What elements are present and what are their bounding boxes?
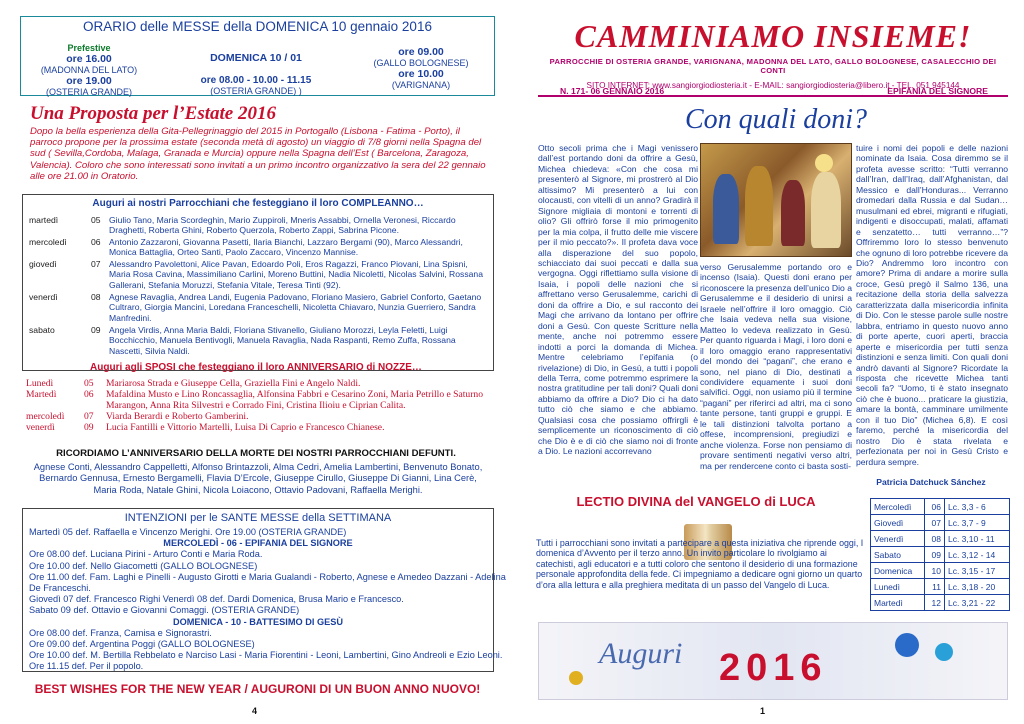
article-column-1: Otto secoli prima che i Magi venissero dall’est portando doni da offrire a Gesù, Michea chiedeva: «Con che cosa mi presenterò al Signore, mi prostrerò al Dio altissimo? Mi presenterò a lui con olocausti, con vitelli di un anno? Gradirà il Signore migliaia di montoni e torrenti di olio? Gli offrirò forse il mio primogenito per la mia colpa, il frutto delle mie viscere per il mio peccato?». Il profeta dava voce alla disperazione del suo popolo, schiacciato dai suoi peccati e dalla sua vergogna. Oggi riflettiamo sulla visione di Isaia, i popoli delle nazioni che si affrettano verso Gerusalemme, carichi di doni da offrire a Dio, e sul racconto dei Magi che arrivano da lontano per offrire doni a Gesù. Con queste Scritture nella mente, anche noi potremmo essere indotti a porci la domanda di Michea. Mentre celebriamo l’epifania (o rivelazione) di Dio, in Gesù, a tutti i popoli della Terra, come potremmo esprimere la nostra gratitudine per tali doni? Quali doni abbiamo da offrire a Dio? Dio ci ha dato tutto ciò che siamo e che abbiamo. Qualsiasi cosa che possiamo offrirgli è semplicemente un riconoscimento di ciò che Dio è e di ciò che siamo noi di fronte a Dio. Le nazioni accorrevano xyxy=(538,143,698,457)
reading-ref: Lc. 3,12 - 14 xyxy=(944,547,1009,563)
banner-script: Auguri xyxy=(599,637,683,670)
birthdays-title: Auguri ai nostri Parrocchiani che festeggiano il loro COMPLEANNO… xyxy=(92,198,424,209)
issue-number: N. 171- 06 GENNAIO 2016 xyxy=(560,86,665,96)
reading-ref: Lc. 3,15 - 17 xyxy=(944,563,1009,579)
other-churches-column: ore 09.00 (GALLO BOLOGNESE) ore 10.00 (VARIGNANA) xyxy=(373,46,469,90)
prefestive-column: Prefestive ore 16.00 (MADONNA DEL LATO) ore 19.00 (OSTERIA GRANDE) xyxy=(40,43,138,97)
anniversary-names: Mariarosa Strada e Giuseppe Cella, Graziella Fini e Angelo Naldi. xyxy=(106,378,361,389)
reading-day: Mercoledì xyxy=(871,499,925,515)
issue-bar xyxy=(538,86,1008,97)
reading-ref: Lc. 3,21 - 22 xyxy=(944,595,1009,611)
mass-schedule-title: ORARIO delle MESSE della DOMENICA 10 gennaio 2016 xyxy=(83,19,432,34)
new-year-banner xyxy=(538,622,1008,700)
reading-date: 08 xyxy=(925,531,945,547)
reading-date: 06 xyxy=(925,499,945,515)
reading-row xyxy=(871,515,1010,531)
birthday-date: 08 xyxy=(91,292,101,302)
right-page xyxy=(512,0,1024,724)
anniversary-date: 07 xyxy=(84,411,94,422)
contact-line: SITO INTERNET: www.sangiorgiodiosteria.it - E-MAIL: sangiorgiodiosteria@libero.it - TEL. 051 945144 xyxy=(586,81,960,90)
birthday-date: 06 xyxy=(91,237,101,247)
anniversary-names: Viarda Berardi e Roberto Gamberini. xyxy=(106,411,249,422)
anniversary-date: 06 xyxy=(84,389,94,400)
reading-date: 12 xyxy=(925,595,945,611)
anniversary-day: Lunedì xyxy=(26,378,54,389)
readings-table xyxy=(870,498,1010,611)
reading-date: 09 xyxy=(925,547,945,563)
mass-intention-line: De Franceschi. xyxy=(29,583,91,593)
mass-intention-line: Ore 11.15 def. Per il popolo. xyxy=(29,661,144,672)
mass-intention-line: Ore 10.00 def. M. Bertilla Rebbelato e Narciso Lasi - Maria Fiorentini - Leoni, Lambertini, Gino Andreoli e Ezio Leoni. xyxy=(29,650,503,661)
reading-date: 10 xyxy=(925,563,945,579)
anniversary-day: venerdì xyxy=(26,422,55,433)
reading-row xyxy=(871,595,1010,611)
birthday-day: venerdì xyxy=(29,292,58,302)
banner-year: 2016 xyxy=(719,647,828,689)
birthday-day: mercoledì xyxy=(29,237,67,247)
birthday-names: Giulio Tano, Maria Scordeghin, Mario Zuppiroli, Mneris Assabbi, Ornella Veronesi, Riccardo Draghetti, Roberta Ghini, Roberto Querzola, Roberto Zappi, Sabrina Picone. xyxy=(109,215,456,236)
mass-intention-line: Ore 09.00 def. Argentina Poggi (GALLO BOLOGNESE) xyxy=(29,639,255,649)
birthday-day: sabato xyxy=(29,325,55,335)
page-number-left: 4 xyxy=(252,706,258,716)
anniversary-names: Mafaldina Musto e Lino Roncassaglia, Alfonsina Fabbri e Cesarino Zoni, Maria Petrillo e Saturno Marangon, Anna Rita Silvestri e Corrado Fini, Cristina Ilioiu e Ciprian Calita. xyxy=(106,389,484,411)
sunday-column: DOMENICA 10 / 01 ore 08.00 - 10.00 - 11.15 (OSTERIA GRANDE) ) xyxy=(200,52,312,96)
anniversary-day: Martedì xyxy=(26,389,57,400)
newsletter-title: CAMMINIAMO INSIEME! xyxy=(574,18,972,54)
anniversaries-title: Auguri agli SPOSI che festeggiano il loro ANNIVERSARIO di NOZZE… xyxy=(90,362,422,373)
summer-proposal-body: Dopo la bella esperienza della Gita-Pellegrinaggio del 2015 in Portogallo (Lisbona - Fatima - Porto), il parroco propone per la prossima estate (seconda metà di agosto) un viaggio di 7/8 giorni nella Spagna del sud ( Sevilla,Cordoba, Malaga, Granada e Murcia) oppure nella Spagna dell’Est ( Barcelona, Zaragoza, Valencia). Coloro che sono interessati sono invitati a un primo incontro organizzativo la sera del 22 gennaio alle ore 21.00 in Oratorio. xyxy=(30,126,486,182)
mass-intention-line: DOMENICA - 10 - BATTESIMO DI GESÙ xyxy=(173,616,343,627)
mass-intention-line: Martedì 05 def. Raffaella e Vincenzo Merighi. Ore 19.00 (OSTERIA GRANDE) xyxy=(29,527,347,537)
lectio-divina-section xyxy=(536,494,866,614)
mass-intentions-title: INTENZIONI per le SANTE MESSE della SETTIMANA xyxy=(124,512,392,524)
mass-intention-line: Sabato 09 def. Ottavio e Giovanni Comaggi. (OSTERIA GRANDE) xyxy=(29,605,300,616)
mass-intention-line: Ore 08.00 def. Franza, Camisa e Signorastri. xyxy=(29,627,212,638)
reading-ref: Lc. 3,3 - 6 xyxy=(944,499,1009,515)
reading-day: Domenica xyxy=(871,563,925,579)
mass-intention-line: Ore 08.00 def. Luciana Pirini - Arturo Conti e Maria Roda. xyxy=(29,549,263,560)
reading-day: Lunedì xyxy=(871,579,925,595)
parishes-subtitle: PARROCCHIE DI OSTERIA GRANDE, VARIGNANA, MADONNA DEL LATO, GALLO BOLOGNESE, CASALECCHIO DEI CONTI xyxy=(549,57,997,75)
reading-date: 07 xyxy=(925,515,945,531)
ornament-icon xyxy=(935,643,953,661)
deceased-title: RICORDIAMO L’ANNIVERSARIO DELLA MORTE DEI NOSTRI PARROCCHIANI DEFUNTI. xyxy=(56,448,456,459)
reading-row xyxy=(871,563,1010,579)
page-number-right: 1 xyxy=(760,706,766,716)
mass-schedule-box xyxy=(20,16,495,96)
reading-row xyxy=(871,547,1010,563)
birthday-names: Antonio Zazzaroni, Giovanna Pasetti, Ilaria Bianchi, Lazzaro Bergami (90), Marco Alessandri, Monica Battaglia, Orteo Santi, Paolo Zaccaro, Vincenzo Mannise. xyxy=(109,237,463,258)
birthday-names: Angela Virdis, Anna Maria Baldi, Floriana Stivanello, Giuliano Morozzi, Leyla Feletti, Luigi Bocchicchio, Manuela Bentivogli, Manuela Ravaglia, Nada Raspanti, Remo Zuffa, Rossana Nascetti, Silvia Naldi. xyxy=(109,325,456,356)
mass-intention-line: Ore 11.00 def. Fam. Laghi e Pinelli - Augusto Girotti e Maria Gualandi - Roberto, Agnese e Amedeo Dazzani - Adelina xyxy=(29,571,506,582)
mass-intentions-box xyxy=(22,508,506,672)
feast-name: EPIFANIA DEL SIGNORE xyxy=(887,86,988,96)
article-column-2: verso Gerusalemme portando oro e incenso (Isaia). Questi doni erano per riconoscere la presenza dell’unico Dio a Gerusalemme e il desiderio di unirsi a Israele nell’offrire il loro omaggio. Ciò che Isaia vedeva nella sua visione, Matteo lo vedeva realizzato in Gesù. Per quanto riguarda i Magi, i loro doni e il loro omaggio erano rappresentativi del mondo dei “pagani”, che erano e sono, nel piano di Dio, destinati a condividere equamente i suoi doni salvifici. Oggi, non usiamo più il termine “pagani” per riferirci ad altri, ma ci sono tante persone, tanti gruppi e gruppi. E le tali distinzioni talvolta portano a offese, incomprensioni, pregiudizi e anche violenza. Forse non pensiamo di provare sentimenti negativi verso altri, ma per rendercene conto ci basta sosti- xyxy=(700,262,852,471)
article-column-3: tuire i nomi dei popoli e delle nazioni nominate da Isaia. Cosa diremmo se il profeta avesse scritto: “Tutti verranno dall’Iran, dall’Iraq, dall’Afghanistan, dal Messico e dall’Honduras... Verranno dromedari dalla Russia e dal Sudan… musulmani ed ebrei, migranti e rifugiati, indigenti e disoccupati, malati, affamati e senzatetto… tutti verranno…”? Offriremmo loro lo stesso benvenuto che ognuno di loro potrebbe ricevere da Dio? Andremmo loro incontro con amore? Prima di andare a morire sulla croce, Gesù pregò il Salmo 136, una recitazione della storia della salvezza caratterizzata dalla misericordia infinita di Dio. Con le stesse parole sulle nostre labbra, entriamo in questo nuovo anno di porte aperte, cuori aperti, braccia aperte e misericordia per tutti senza distinzioni e senza limiti. Con quali doni andrò davanti al Signore? Ricordate la risposta che ricevette Michea tanti secoli fa? “Uomo, ti è stato insegnato ciò che è buono... praticare la giustizia, amare la bontà, camminare umilmente con il tuo Dio” (Michea 6,8). E così faremo, perché la misericordia del nostro Dio è stata rivelata e perfezionata per noi in Gesù Cristo e perdura sempre. xyxy=(856,143,1008,467)
birthday-date: 07 xyxy=(91,259,101,269)
lectio-title: LECTIO DIVINA del VANGELO di LUCA xyxy=(576,494,816,509)
anniversary-names: Lucia Fantilli e Vittorio Martelli, Luisa Di Caprio e Francesco Chianese. xyxy=(106,422,385,433)
reading-day: Venerdì xyxy=(871,531,925,547)
anniversary-date: 05 xyxy=(84,378,94,389)
summer-proposal-title: Una Proposta per l’Estate 2016 xyxy=(30,103,276,124)
birthday-day: giovedì xyxy=(29,259,57,269)
new-year-wishes: BEST WISHES FOR THE NEW YEAR / AUGURONI DI UN BUON ANNO NUOVO! xyxy=(34,682,481,696)
reading-row xyxy=(871,531,1010,547)
ornament-icon xyxy=(895,633,919,657)
reading-row xyxy=(871,579,1010,595)
birthday-date: 09 xyxy=(91,325,101,335)
article-author: Patricia Datchuck Sánchez xyxy=(876,477,986,487)
ornament-icon xyxy=(569,671,583,685)
reading-ref: Lc. 3,18 - 20 xyxy=(944,579,1009,595)
reading-day: Giovedì xyxy=(871,515,925,531)
mass-intention-line: Giovedì 07 def. Francesco Righi Venerdì 08 def. Dardi Domenica, Brusa Mario e Francesco. xyxy=(29,594,404,605)
birthday-day: martedì xyxy=(29,215,59,225)
birthdays-box xyxy=(22,194,494,371)
mass-intention-line: Ore 10.00 def. Nello Giacometti (GALLO BOLOGNESE) xyxy=(29,560,258,571)
mass-intention-line: MERCOLEDÌ - 06 - EPIFANIA DEL SIGNORE xyxy=(163,538,353,549)
reading-ref: Lc. 3,10 - 11 xyxy=(944,531,1009,547)
masthead xyxy=(538,18,1008,90)
birthday-names: Alessandro Pavolettoni, Alice Pavan, Edoardo Poli, Eros Ragazzi, Franco Piovani, Lina Spisni, Maria Rosa Cavina, Massimiliano Carlini, Moreno Buttini, Nadia Nicoletti, Nicolas Salvini, Rossana Gallerani, Stefania Moruzzi, Stefania Vitale, Teresa Tinti (92). xyxy=(109,259,483,290)
reading-row xyxy=(871,499,1010,515)
reading-day: Martedì xyxy=(871,595,925,611)
reading-ref: Lc. 3,7 - 9 xyxy=(944,515,1009,531)
magi-painting xyxy=(700,143,852,257)
reading-date: 11 xyxy=(925,579,945,595)
anniversary-date: 09 xyxy=(84,422,94,433)
article-title: Con quali doni? xyxy=(684,104,867,135)
anniversary-day: mercoledì xyxy=(26,411,65,422)
birthday-names: Agnese Ravaglia, Andrea Landi, Eugenia Padovano, Floriano Masiero, Gabriel Conforto, Gaetano Cultraro, Giorgia Mancini, Loredana Franceschelli, Nicoletta Chiavaro, Nunzia Guerriero, Sandra Manfredini. xyxy=(109,292,482,323)
lectio-body: Tutti i parrocchiani sono invitati a partecipare a questa iniziativa che riprende oggi, I domenica d’Avvento per il terzo anno. Un invito particolare lo rivolgiamo ai catechisti, agli educatori e a tutti coloro che sentono il desiderio di una formazione personale approfondita della fede. Ci impegniamo a dedicare ogni giorno un quarto d’ora alla lettura e alla preghiera meditata di un passo del Vangelo di Luca. xyxy=(536,538,864,590)
deceased-names: Agnese Conti, Alessandro Cappelletti, Alfonso Brintazzoli, Alma Cedri, Amelia Lambertini, Benvenuto Bonato, Bernardo Gennusa, Ernesto Bergamelli, Flavia D’Ercole, Giuseppe Cirullo, Giuseppe Di Gianni, Lina Cerè, Maria Roda, Natale Ghini, Nicola Loiacono, Ottavio Padovani, Raffaella Merighi. xyxy=(33,462,483,495)
reading-day: Sabato xyxy=(871,547,925,563)
birthday-date: 05 xyxy=(91,215,101,225)
